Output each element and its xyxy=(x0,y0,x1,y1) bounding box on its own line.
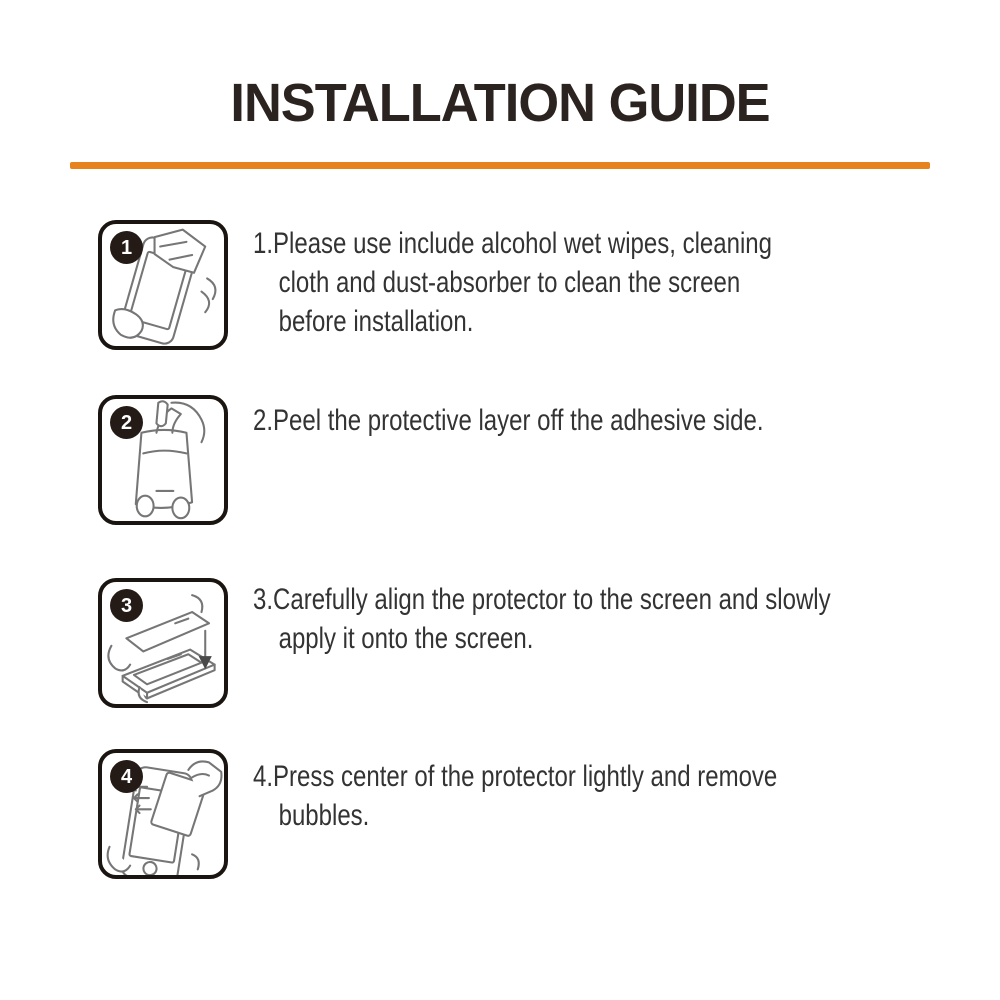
step-3-text xyxy=(253,580,831,658)
step-1-line-3: before installation. xyxy=(278,305,474,338)
step-1-number-badge: 1 xyxy=(110,231,143,264)
page-title: INSTALLATION GUIDE xyxy=(230,73,770,133)
step-3-line-2: apply it onto the screen. xyxy=(278,622,534,655)
step-3-line-1: 3.Carefully align the protector to the screen and slowly xyxy=(253,583,831,616)
step-3-number-badge: 3 xyxy=(110,589,143,622)
step-4-line-1: 4.Press center of the protector lightly and remove xyxy=(253,760,778,793)
step-4-number-badge: 4 xyxy=(110,760,143,793)
step-2-line-1: 2.Peel the protective layer off the adhesive side. xyxy=(253,404,764,437)
step-2-number-badge: 2 xyxy=(110,406,143,439)
step-1-line-1: 1.Please use include alcohol wet wipes, cleaning xyxy=(253,227,772,260)
step-1-line-2: cloth and dust-absorber to clean the screen xyxy=(278,266,741,299)
step-1-text xyxy=(253,224,772,341)
step-3-icon-box xyxy=(98,578,228,708)
step-4-icon-box xyxy=(98,749,228,879)
step-1-icon-box xyxy=(98,220,228,350)
step-2-text xyxy=(253,401,764,440)
step-4-line-2: bubbles. xyxy=(278,799,370,832)
step-2-icon-box xyxy=(98,395,228,525)
step-4-text xyxy=(253,757,777,835)
orange-divider-rule xyxy=(70,162,930,169)
